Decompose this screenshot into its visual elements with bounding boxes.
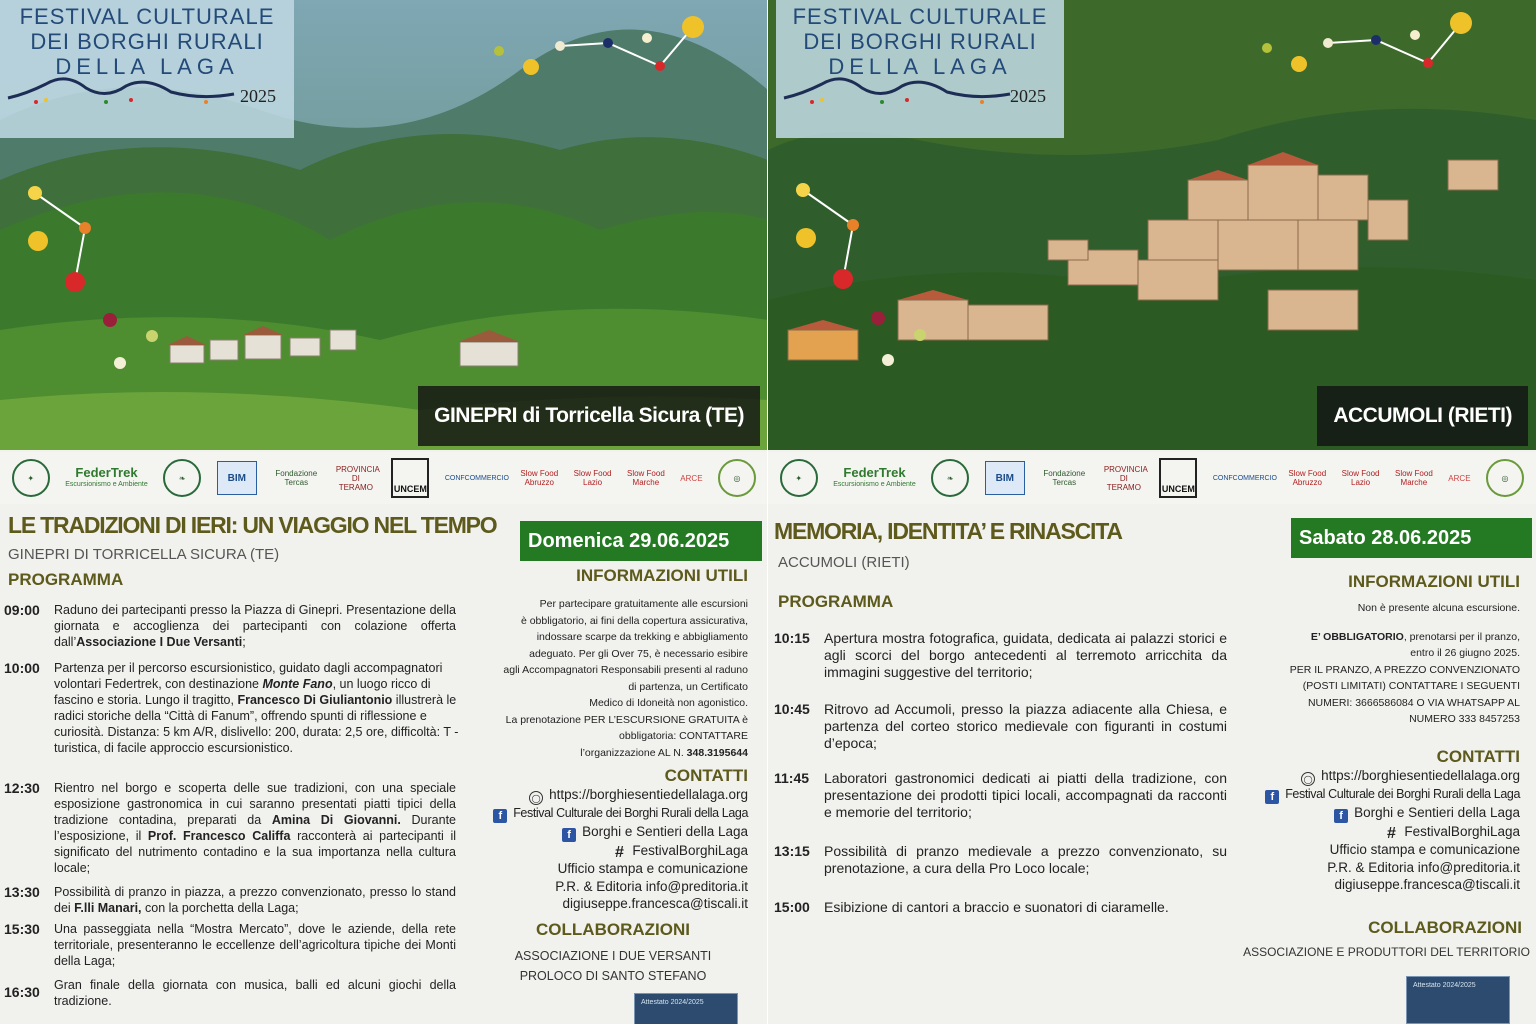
right-flyer (768, 0, 1536, 1024)
facebook-icon: f (562, 828, 576, 842)
fondazione-tercas-logo: Fondazione Tercas (275, 469, 318, 487)
federtrek-logo (65, 464, 148, 489)
slow-food-label: Slow Food (1288, 469, 1327, 478)
slow-food-lazio-logo (574, 469, 612, 487)
info-line: NUMERO 333 8457253 (1409, 713, 1520, 725)
federtrek-sub-label: Escursionismo e Ambiente (65, 480, 148, 488)
slow-food-marche-logo (627, 469, 665, 487)
slow-food-region: Marche (632, 478, 660, 487)
schedule-text-part: Possibilità di pranzo in piazza, a prezzo convenzionato, presso lo stand dei (54, 885, 456, 915)
info-line: NUMERI: 3666586084 O VIA WHATSAPP AL (1307, 696, 1520, 709)
info-section (470, 566, 748, 761)
facebook-festival-text: Festival Culturale dei Borghi Rurali della Laga (513, 806, 748, 820)
schedule-text-part: Rientro nel borgo e scoperta delle sue tradizioni, con una speciale esposizione gastronomica in cui saranno presentati piatti tipici della tradizione contadina, preparati da (54, 781, 456, 827)
schedule-item (774, 701, 1227, 752)
hashtag[interactable] (470, 842, 748, 860)
facebook-icon: f (1265, 790, 1279, 804)
contacts-section (470, 766, 748, 913)
schedule-time: 10:45 (774, 701, 810, 717)
schedule-text-bold: Amina Di Giovanni. (271, 813, 401, 827)
sponsor-strip (0, 452, 768, 504)
website-text: https://borghiesentiedellalaga.org (1321, 768, 1520, 783)
schedule-text (54, 884, 456, 916)
info-line: PER IL PRANZO, A PREZZO CONVENZIONATO (1289, 663, 1520, 676)
mountain-outline-icon (6, 70, 236, 104)
programma-heading: PROGRAMMA (8, 570, 124, 589)
schedule-item (774, 899, 1227, 916)
hashtag-text: FestivalBorghiLaga (1404, 824, 1520, 839)
schedule-item (774, 843, 1227, 877)
collaborator: PROLOCO DI SANTO STEFANO (519, 969, 707, 983)
hashtag-text: FestivalBorghiLaga (632, 843, 748, 858)
provincia-teramo-logo: PROVINCIA DI TERAMO (335, 464, 380, 492)
slow-food-abruzzo-logo (1288, 469, 1326, 487)
schedule-time: 13:15 (774, 843, 810, 859)
schedule-time: 12:30 (4, 780, 40, 796)
festival-logo (0, 0, 294, 138)
collaborator: ASSOCIAZIONE E PRODUTTORI DEL TERRITORIO (1243, 945, 1530, 959)
schedule-item (4, 780, 456, 876)
globe-icon: ◯ (529, 791, 543, 805)
bim-logo: BIM (985, 461, 1025, 495)
slow-food-lazio-logo (1342, 469, 1380, 487)
slow-food-region: Abruzzo (1292, 478, 1322, 487)
schedule-time: 15:00 (774, 899, 810, 915)
schedule-text (54, 660, 464, 756)
schedule-text-bold: Prof. Francesco Califfa (147, 829, 291, 843)
parco-logo: ❧ (163, 459, 201, 497)
hashtag-icon: # (1386, 825, 1396, 842)
collaborations-heading: COLLABORAZIONI (536, 920, 690, 939)
schedule-text-bold: Monte Fano (262, 677, 333, 691)
federtrek-sub-label: Escursionismo e Ambiente (833, 480, 916, 488)
schedule-item (4, 602, 456, 650)
festival-logo (776, 0, 1064, 138)
info-line: entro il 26 giugno 2025. (1410, 647, 1520, 659)
slow-food-region: Lazio (1351, 478, 1371, 487)
slow-food-region: Abruzzo (524, 478, 554, 487)
schedule-item (4, 660, 464, 756)
bim-logo: BIM (217, 461, 257, 495)
website-link[interactable] (1238, 767, 1520, 786)
slow-food-label: Slow Food (573, 469, 612, 478)
place-label: GINEPRI di Torricella Sicura (TE) (418, 386, 760, 446)
info-line-text: l’organizzazione AL N. (580, 746, 687, 759)
collaborations-section (1230, 918, 1530, 962)
schedule-text: Ritrovo ad Accumoli, presso la piazza adiacente alla Chiesa, e partenza del corteo storico medievale con figuranti in costumi d’epoca; (824, 701, 1227, 751)
info-line (1238, 629, 1520, 646)
slow-food-region: Marche (1400, 478, 1428, 487)
event-subtitle: ACCUMOLI (RIETI) (778, 554, 910, 571)
facebook-borghi-link[interactable] (470, 823, 748, 842)
regional-seal-logo: ◎ (1486, 459, 1524, 497)
event-title: LE TRADIZIONI DI IERI: UN VIAGGIO NEL TEMPO (8, 512, 497, 538)
schedule-time: 15:30 (4, 921, 40, 937)
schedule-text-part: racconterà ai partecipanti il significato del nutrimento contadino e la sua importanza nella cultura locale; (54, 829, 456, 875)
schedule-text-part: , un luogo ricco di fascino e storia. Lungo il tragitto, (54, 677, 431, 707)
info-line: agli Accompagnatori Responsabili presenti al raduno (503, 664, 748, 676)
programma-heading: PROGRAMMA (778, 592, 894, 611)
schedule-item (774, 770, 1227, 821)
logo-line-2: DEI BORGHI RURALI (803, 29, 1037, 54)
attestato-badge: Attestato 2024/2025 (634, 993, 738, 1024)
confcommercio-logo: CONFCOMMERCIO (1212, 474, 1278, 482)
hero-photo-ginepri (0, 0, 768, 450)
website-text: https://borghiesentiedellalaga.org (549, 787, 748, 802)
hero-photo-accumoli (768, 0, 1536, 450)
slow-food-label: Slow Food (520, 469, 559, 478)
facebook-festival-link[interactable] (1238, 786, 1520, 804)
schedule-time: 09:00 (4, 602, 40, 618)
schedule-time: 16:30 (4, 984, 40, 1000)
date-badge: Domenica 29.06.2025 (520, 521, 762, 561)
attestato-badge: Attestato 2024/2025 (1406, 976, 1510, 1024)
contact-email[interactable]: digiuseppe.francesca@tiscali.it (1334, 877, 1520, 892)
schedule-text: Laboratori gastronomici dedicati ai piatti della tradizione, con presentazione dei prodotti tipici locali, accompagnati da racconti e memorie del territorio; (824, 770, 1227, 820)
slow-food-label: Slow Food (1341, 469, 1380, 478)
slow-food-marche-logo (1395, 469, 1433, 487)
confcommercio-logo: CONFCOMMERCIO (444, 474, 510, 482)
facebook-borghi-text: Borghi e Sentieri della Laga (1354, 805, 1520, 820)
logo-line-3: DELLA LAGA (55, 54, 239, 79)
pr-email[interactable]: P.R. & Editoria info@preditoria.it (1327, 859, 1520, 875)
info-line: (POSTI LIMITATI) CONTATTARE I SEGUENTI (1302, 680, 1520, 692)
schedule-time: 10:00 (4, 660, 40, 676)
provincia-teramo-logo: PROVINCIA DI TERAMO (1103, 464, 1148, 492)
website-link[interactable] (470, 786, 748, 805)
pr-email[interactable]: P.R. & Editoria info@preditoria.it (555, 878, 748, 894)
slow-food-region: Lazio (583, 478, 603, 487)
schedule-time: 13:30 (4, 884, 40, 900)
schedule-text-part: Raduno dei partecipanti presso la Piazza di Ginepri. Presentazione della giornata e accoglienza dei partecipanti con colazione offerta dall’ (54, 603, 456, 649)
parco-logo: ❧ (931, 459, 969, 497)
collaborations-heading: COLLABORAZIONI (1368, 918, 1522, 937)
schedule-text-part: Partenza per il percorso escursionistico, guidato dagli accompagnatori volontari Federtrek, con destinazione (54, 661, 443, 691)
press-office: Ufficio stampa e comunicazione (1329, 842, 1520, 857)
uncem-logo: UNCEM (391, 458, 429, 498)
regional-seal-logo: ◎ (718, 459, 756, 497)
info-line: di partenza, un Certificato (628, 680, 748, 693)
schedule-text-bold: Associazione I Due Versanti (76, 635, 243, 649)
info-line (470, 745, 748, 762)
arce-logo: ARCE (680, 473, 703, 483)
arce-logo: ARCE (1448, 473, 1471, 483)
contacts-heading: CONTATTI (664, 766, 748, 785)
info-phone: 348.3195644 (686, 746, 748, 759)
info-line-text: , prenotarsi per il pranzo, (1403, 630, 1520, 643)
uncem-logo: UNCEM (1159, 458, 1197, 498)
facebook-borghi-text: Borghi e Sentieri della Laga (582, 824, 748, 839)
schedule-item (4, 884, 456, 916)
info-line: adeguato. Per gli Over 75, è necessario esibire (529, 647, 748, 660)
schedule-text-part: con la porchetta della Laga; (141, 901, 299, 915)
schedule-text-part: Durante l’esposizione, il (54, 813, 456, 843)
date-badge: Sabato 28.06.2025 (1291, 518, 1532, 558)
schedule-text-part: illustrerà le radici storiche della “Città di Fanum”, offrendo spunti di riflessione e curiosità. Distanza: 5 km A/R, dislivello: 200, durata: 2,5 ore, difficoltà: T - turistica, di facile approccio escursionistico. (54, 693, 459, 755)
federtrek-label: FederTrek (75, 464, 138, 480)
facebook-festival-text: Festival Culturale dei Borghi Rurali della Laga (1285, 787, 1520, 801)
slow-food-abruzzo-logo (520, 469, 558, 487)
schedule-text-part: ; (242, 635, 246, 649)
event-subtitle: GINEPRI DI TORRICELLA SICURA (TE) (8, 546, 280, 563)
contacts-heading: CONTATTI (1436, 747, 1520, 766)
collaborations-section (470, 920, 756, 986)
logo-line-1: FESTIVAL CULTURALE (792, 4, 1048, 29)
facebook-icon: f (1334, 809, 1348, 823)
club-alpino-logo: ✦ (12, 459, 50, 497)
schedule-text-bold: Francesco Di Giuliantonio (237, 693, 393, 707)
facebook-festival-link[interactable] (470, 805, 748, 823)
event-title: MEMORIA, IDENTITA’ E RINASCITA (774, 518, 1122, 544)
contacts-section (1238, 747, 1520, 894)
mountain-outline-icon (782, 70, 1012, 104)
info-line: Medico di Idoneità non agonistico. (589, 697, 748, 709)
schedule-text (54, 780, 456, 876)
logo-line-2: DEI BORGHI RURALI (30, 29, 264, 54)
fondazione-tercas-logo: Fondazione Tercas (1043, 469, 1086, 487)
schedule-time: 10:15 (774, 630, 810, 646)
schedule-text: Una passeggiata nella “Mostra Mercato”, dove le aziende, della rete territoriale, presenteranno le eccellenze dell’agricoltura tipiche dei Monti della Laga; (54, 922, 456, 968)
sponsor-strip (768, 452, 1536, 504)
schedule-text-bold: F.lli Manari, (74, 901, 142, 915)
info-line: indossare scarpe da trekking e abbigliamento (536, 631, 748, 643)
facebook-icon: f (493, 809, 507, 823)
info-text (1238, 629, 1520, 728)
schedule-item (4, 921, 456, 969)
logo-line-3: DELLA LAGA (828, 54, 1012, 79)
info-text (470, 596, 748, 761)
logo-year: 2025 (1010, 86, 1046, 106)
info-no-excursion: Non è presente alcuna escursione. (1357, 602, 1520, 614)
federtrek-label: FederTrek (843, 464, 906, 480)
place-label: ACCUMOLI (RIETI) (1317, 386, 1528, 446)
hashtag[interactable] (1238, 823, 1520, 841)
schedule-time: 11:45 (774, 770, 810, 786)
info-line: è obbligatorio, ai fini della copertura assicurativa, (520, 614, 748, 627)
collaborator: ASSOCIAZIONE I DUE VERSANTI (514, 949, 712, 963)
info-heading: INFORMAZIONI UTILI (1348, 572, 1520, 591)
info-line: Per partecipare gratuitamente alle escursioni (539, 598, 748, 610)
info-line: obbligatoria: CONTATTARE (619, 730, 748, 742)
info-line: La prenotazione PER L’ESCURSIONE GRATUITA è (505, 713, 748, 726)
slow-food-label: Slow Food (1394, 469, 1433, 478)
globe-icon: ◯ (1301, 772, 1315, 786)
logo-year: 2025 (240, 86, 276, 106)
contact-email[interactable]: digiuseppe.francesca@tiscali.it (562, 896, 748, 911)
schedule-text: Esibizione di cantori a braccio e suonatori di ciaramelle. (824, 899, 1169, 915)
logo-line-1: FESTIVAL CULTURALE (19, 4, 275, 29)
info-bold: E’ OBBLIGATORIO (1310, 630, 1404, 643)
schedule-item (4, 977, 456, 1009)
schedule-text (54, 602, 456, 650)
hashtag-icon: # (614, 844, 624, 861)
press-office: Ufficio stampa e comunicazione (557, 861, 748, 876)
slow-food-label: Slow Food (626, 469, 665, 478)
schedule-text: Gran finale della giornata con musica, balli ed alcuni giochi della tradizione. (54, 978, 456, 1008)
club-alpino-logo: ✦ (780, 459, 818, 497)
schedule-item (774, 630, 1227, 681)
facebook-borghi-link[interactable] (1238, 804, 1520, 823)
info-heading: INFORMAZIONI UTILI (576, 566, 748, 585)
federtrek-logo (833, 464, 916, 489)
schedule-text: Apertura mostra fotografica, guidata, dedicata ai palazzi storici e agli scorci del borgo antecedenti al terremoto arricchita da immagini suggestive del territorio; (824, 630, 1227, 680)
schedule-text: Possibilità di pranzo medievale a prezzo convenzionato, su prenotazione, a cura della Pro Loco locale; (824, 843, 1227, 876)
info-section (1238, 572, 1520, 728)
